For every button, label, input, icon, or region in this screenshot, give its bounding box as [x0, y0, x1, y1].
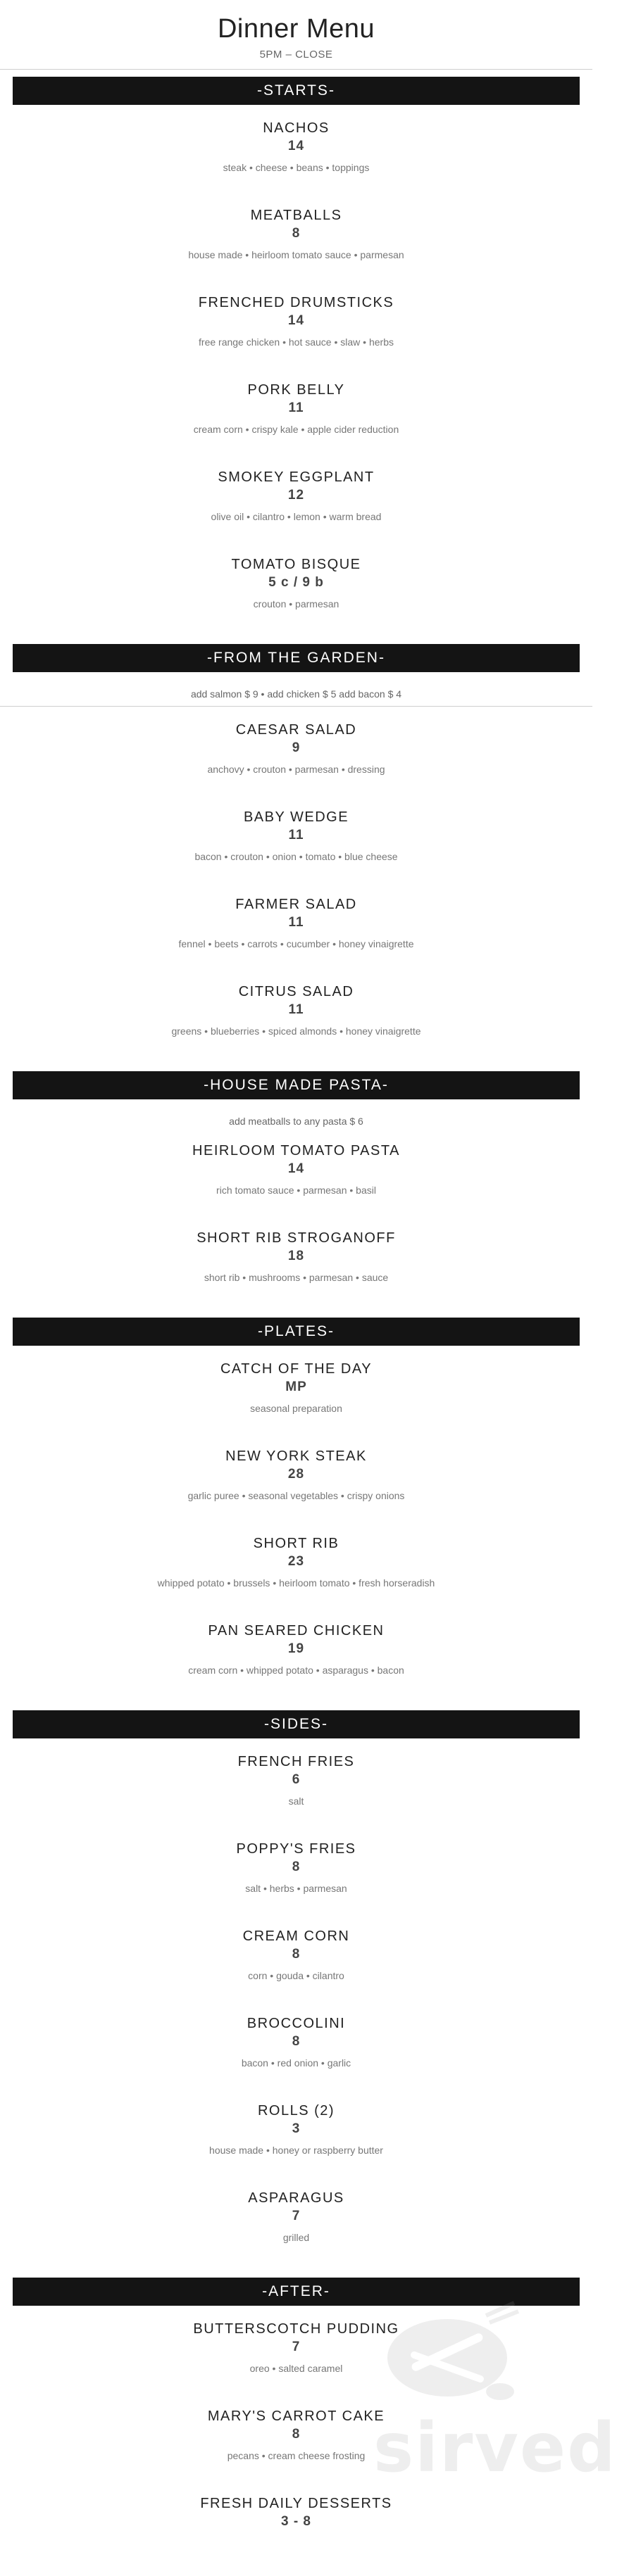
item-description: bacon • crouton • onion • tomato • blue cheese	[194, 851, 398, 862]
item-price: 14	[287, 1161, 305, 1176]
item-description: pecans • cream cheese frosting	[227, 2450, 366, 2461]
item-description: corn • gouda • cilantro	[248, 1970, 344, 1981]
item-name: TOMATO BISQUE	[231, 557, 361, 572]
section-garden	[0, 644, 592, 1064]
item-name: NACHOS	[263, 120, 330, 136]
item-description: short rib • mushrooms • parmesan • sauce	[204, 1272, 389, 1283]
item-description: house made • heirloom tomato sauce • parmesan	[188, 249, 404, 260]
section-header: -PLATES-	[13, 1318, 580, 1346]
item-description: steak • cheese • beans • toppings	[223, 162, 370, 173]
section-items	[0, 1738, 592, 2271]
item-price: 8	[292, 2034, 301, 2049]
menu-item	[0, 1616, 592, 1703]
menu-item	[0, 2009, 592, 2096]
item-description: house made • honey or raspberry butter	[209, 2145, 383, 2156]
item-price: 18	[287, 1249, 305, 1263]
item-price: 14	[287, 139, 305, 153]
menu-item	[0, 1223, 592, 1311]
menu-item	[0, 2489, 592, 2576]
menu-item	[0, 1747, 592, 1834]
item-price: 3	[292, 2121, 301, 2136]
item-price: 12	[287, 488, 305, 503]
menu-item	[0, 1834, 592, 1921]
item-price: 19	[287, 1641, 305, 1656]
item-name: MARY'S CARROT CAKE	[207, 2408, 385, 2424]
item-price: 11	[288, 400, 304, 415]
item-price: MP	[285, 1379, 307, 1394]
section-items	[0, 1128, 592, 1311]
section-starts	[0, 77, 592, 637]
item-name: BROCCOLINI	[247, 2016, 346, 2031]
menu-item	[0, 802, 592, 890]
item-name: PAN SEARED CHICKEN	[208, 1623, 385, 1639]
item-description: bacon • red onion • garlic	[241, 2057, 351, 2069]
section-items	[0, 707, 592, 1064]
item-price: 8	[292, 226, 301, 241]
item-price: 8	[292, 1947, 301, 1962]
item-description: rich tomato sauce • parmesan • basil	[216, 1185, 376, 1196]
section-header: -SIDES-	[13, 1710, 580, 1738]
item-name: SMOKEY EGGPLANT	[218, 469, 375, 485]
menu-item	[0, 550, 592, 637]
item-price: 8	[292, 2427, 301, 2442]
menu-item	[0, 1354, 592, 1441]
item-name: SHORT RIB STROGANOFF	[197, 1230, 396, 1246]
item-description: salt • herbs • parmesan	[245, 1883, 347, 1894]
item-description: crouton • parmesan	[253, 598, 339, 610]
watermark-text: sirved	[373, 2408, 617, 2487]
section-sides	[0, 1710, 592, 2271]
section-note: add salmon $ 9 • add chicken $ 5 add bacon $ 4	[190, 688, 402, 700]
item-name: ROLLS (2)	[257, 2103, 335, 2119]
item-price: 11	[288, 915, 304, 930]
menu-item	[0, 2314, 592, 2401]
item-price: 9	[292, 740, 301, 755]
section-items	[0, 2306, 592, 2576]
item-description: whipped potato • brussels • heirloom tomato • fresh horseradish	[157, 1577, 435, 1589]
menu-item	[0, 2183, 592, 2271]
item-description: grilled	[282, 2232, 310, 2243]
menu-item	[0, 890, 592, 977]
item-price: 5 c / 9 b	[268, 575, 324, 590]
section-items	[0, 105, 592, 637]
item-name: BUTTERSCOTCH PUDDING	[193, 2321, 399, 2337]
menu-item	[0, 1136, 592, 1223]
item-description: anchovy • crouton • parmesan • dressing	[207, 764, 385, 775]
menu-item	[0, 288, 592, 375]
item-description: seasonal preparation	[250, 1403, 342, 1414]
item-description: greens • blueberries • spiced almonds • honey vinaigrette	[171, 1025, 421, 1037]
item-name: FRENCH FRIES	[237, 1754, 355, 1769]
menu-item	[0, 1441, 592, 1529]
item-name: FRESH DAILY DESSERTS	[200, 2496, 392, 2511]
menu-item	[0, 2401, 592, 2489]
item-price: 3 - 8	[280, 2514, 312, 2529]
menu-item	[0, 462, 592, 550]
service-hours: 5PM – CLOSE	[259, 49, 333, 61]
section-note: add meatballs to any pasta $ 6	[229, 1116, 363, 1127]
item-price: 23	[287, 1554, 305, 1569]
item-description: salt	[288, 1795, 304, 1807]
menu-item	[0, 977, 592, 1064]
menu-item	[0, 715, 592, 802]
item-price: 6	[292, 1772, 301, 1787]
menu-item	[0, 1921, 592, 2009]
item-name: SHORT RIB	[253, 1536, 339, 1551]
item-name: POPPY'S FRIES	[236, 1841, 356, 1857]
item-name: CAESAR SALAD	[235, 722, 357, 738]
section-header: -STARTS-	[13, 77, 580, 105]
item-name: CITRUS SALAD	[238, 984, 354, 999]
item-name: NEW YORK STEAK	[225, 1448, 367, 1464]
menu-item	[0, 201, 592, 288]
item-description: garlic puree • seasonal vegetables • crispy onions	[187, 1490, 405, 1501]
item-name: FARMER SALAD	[235, 897, 357, 912]
section-header: -HOUSE MADE PASTA-	[13, 1071, 580, 1099]
item-price: 11	[288, 1002, 304, 1017]
header-divider	[0, 69, 592, 70]
item-price: 14	[287, 313, 305, 328]
section-plates	[0, 1318, 592, 1703]
item-name: FRENCHED DRUMSTICKS	[198, 295, 394, 310]
item-name: CATCH OF THE DAY	[220, 1361, 373, 1377]
section-header: -FROM THE GARDEN-	[13, 644, 580, 672]
item-price: 8	[292, 1860, 301, 1874]
section-after	[0, 2278, 592, 2576]
menu-item	[0, 375, 592, 462]
section-items	[0, 1346, 592, 1703]
item-price: 7	[292, 2209, 301, 2223]
item-description: fennel • beets • carrots • cucumber • honey vinaigrette	[178, 938, 414, 949]
item-description: olive oil • cilantro • lemon • warm bread	[211, 511, 382, 522]
item-name: HEIRLOOM TOMATO PASTA	[192, 1143, 400, 1158]
item-price: 11	[288, 828, 304, 842]
item-name: ASPARAGUS	[248, 2190, 344, 2206]
section-pasta	[0, 1071, 592, 1311]
item-price: 7	[292, 2340, 301, 2354]
item-description: cream corn • crispy kale • apple cider reduction	[193, 424, 399, 435]
menu-item	[0, 2096, 592, 2183]
section-header: -AFTER-	[13, 2278, 580, 2306]
menu-item	[0, 1529, 592, 1616]
item-name: BABY WEDGE	[243, 809, 349, 825]
item-description: oreo • salted caramel	[249, 2363, 343, 2374]
item-name: CREAM CORN	[242, 1928, 350, 1944]
page-title: Dinner Menu	[217, 14, 375, 44]
item-description: free range chicken • hot sauce • slaw • herbs	[199, 336, 394, 348]
item-price: 28	[287, 1467, 305, 1482]
item-description: cream corn • whipped potato • asparagus • bacon	[188, 1665, 404, 1676]
menu-item	[0, 113, 592, 201]
item-name: PORK BELLY	[247, 382, 345, 398]
item-name: MEATBALLS	[250, 208, 342, 223]
